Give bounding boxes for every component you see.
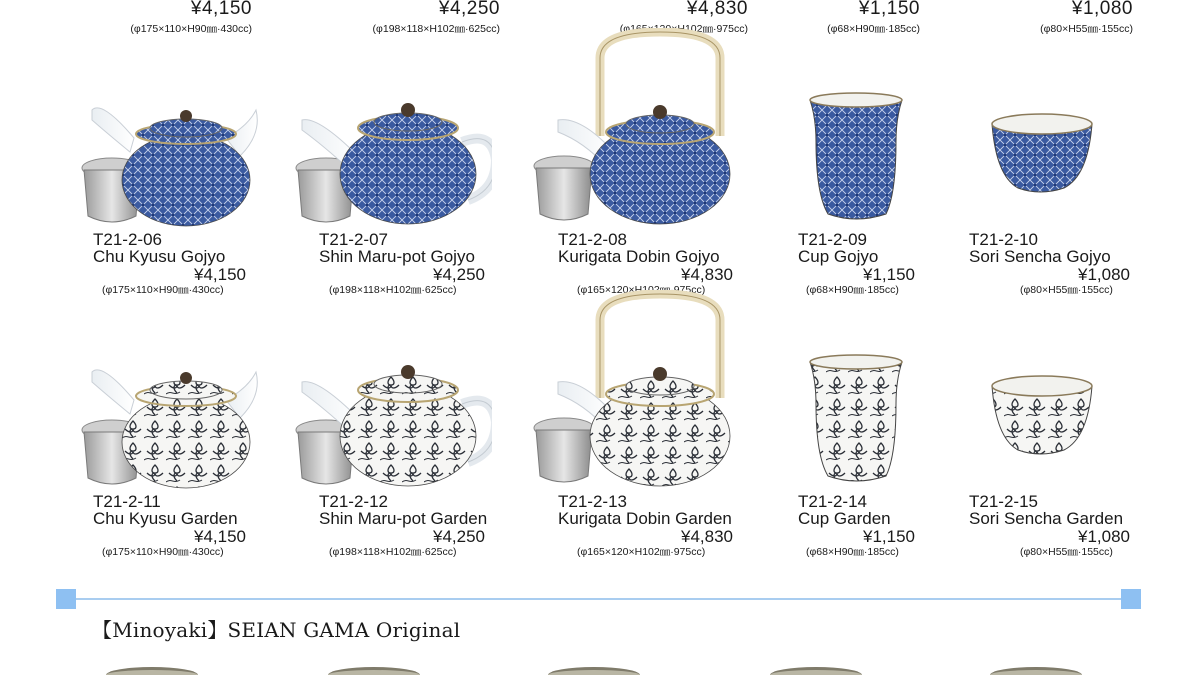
product-price: ¥4,150 [194, 265, 246, 284]
product-name: Shin Maru-pot Gojyo [319, 247, 475, 266]
product-name: Kurigata Dobin Gojyo [558, 247, 720, 266]
product-name: Sori Sencha Gojyo [969, 247, 1111, 266]
product-price: ¥1,150 [863, 265, 915, 284]
item-price: ¥1,080 [1071, 0, 1133, 19]
product-dimensions: (φ68×H90㎜·185cc) [806, 284, 899, 296]
top-item-5 [933, 0, 1133, 40]
product-price: ¥4,250 [433, 527, 485, 546]
product-price: ¥1,080 [1078, 527, 1130, 546]
item-price: ¥4,250 [438, 0, 500, 19]
product-dimensions: (φ165×120×H102㎜·975cc) [577, 546, 706, 558]
product-photo [782, 90, 982, 230]
next-row-partial [0, 664, 1200, 675]
product-photo [78, 352, 278, 492]
product-name: Chu Kyusu Garden [93, 509, 238, 528]
item-price: ¥1,150 [858, 0, 920, 19]
bowl-photo [328, 667, 420, 675]
item-price: ¥4,830 [686, 0, 748, 19]
product-code: T21-2-09 [798, 230, 867, 249]
item-price: ¥4,150 [190, 0, 252, 19]
bowl-photo [548, 667, 640, 675]
product-photo [960, 352, 1160, 492]
product-dimensions: (φ80×H55㎜·155cc) [1020, 546, 1113, 558]
strainer [534, 156, 594, 220]
product-dimensions: (φ198×118×H102㎜·625cc) [329, 546, 457, 558]
product-price: ¥1,150 [863, 527, 915, 546]
product-code: T21-2-08 [558, 230, 627, 249]
bowl-photo [106, 667, 198, 675]
selection-handle-right[interactable] [1121, 589, 1141, 609]
product-price: ¥4,150 [194, 527, 246, 546]
product-code: T21-2-11 [93, 492, 161, 511]
top-item-4 [720, 0, 920, 40]
product-photo [782, 352, 982, 492]
product-dimensions: (φ175×110×H90㎜·430cc) [102, 546, 224, 558]
item-dimensions: (φ175×110×H90㎜·430cc) [130, 23, 252, 35]
product-photo [292, 90, 492, 230]
product-code: T21-2-06 [93, 230, 162, 249]
product-name: Kurigata Dobin Garden [558, 509, 732, 528]
product-code: T21-2-13 [558, 492, 627, 511]
strainer [534, 418, 594, 482]
product-photo [530, 90, 730, 230]
section-heading: 【Minoyaki】SEIAN GAMA Original [92, 618, 461, 642]
product-price: ¥4,250 [433, 265, 485, 284]
product-name: Sori Sencha Garden [969, 509, 1124, 528]
divider-line [66, 598, 1131, 600]
section-divider [56, 589, 1141, 609]
selection-handle-left[interactable] [56, 589, 76, 609]
product-dimensions: (φ80×H55㎜·155cc) [1020, 284, 1113, 296]
item-dimensions: (φ165×120×H102㎜·975cc) [619, 23, 748, 35]
product-price: ¥1,080 [1078, 265, 1130, 284]
product-photo [530, 352, 730, 492]
product-photo [960, 90, 1160, 230]
product-code: T21-2-14 [798, 492, 867, 511]
item-dimensions: (φ198×118×H102㎜·625cc) [372, 23, 500, 35]
product-name: Cup Gojyo [798, 247, 879, 266]
product-code: T21-2-07 [319, 230, 388, 249]
product-price: ¥4,830 [681, 265, 733, 284]
product-photo [78, 90, 278, 230]
product-code: T21-2-10 [969, 230, 1038, 249]
bowl-photo [990, 667, 1082, 675]
product-name: Shin Maru-pot Garden [319, 509, 488, 528]
product-code: T21-2-12 [319, 492, 388, 511]
product-code: T21-2-15 [969, 492, 1038, 511]
item-dimensions: (φ80×H55㎜·155cc) [1040, 23, 1133, 35]
product-name: Cup Garden [798, 509, 891, 528]
product-name: Chu Kyusu Gojyo [93, 247, 226, 266]
product-dimensions: (φ175×110×H90㎜·430cc) [102, 284, 224, 296]
product-photo [292, 352, 492, 492]
top-item-2 [300, 0, 500, 40]
product-price: ¥4,830 [681, 527, 733, 546]
top-item-1 [52, 0, 252, 40]
product-dimensions: (φ68×H90㎜·185cc) [806, 546, 899, 558]
product-dimensions: (φ165×120×H102㎜·975cc) [577, 284, 706, 296]
product-dimensions: (φ198×118×H102㎜·625cc) [329, 284, 457, 296]
bowl-photo [770, 667, 862, 675]
item-dimensions: (φ68×H90㎜·185cc) [827, 23, 920, 35]
